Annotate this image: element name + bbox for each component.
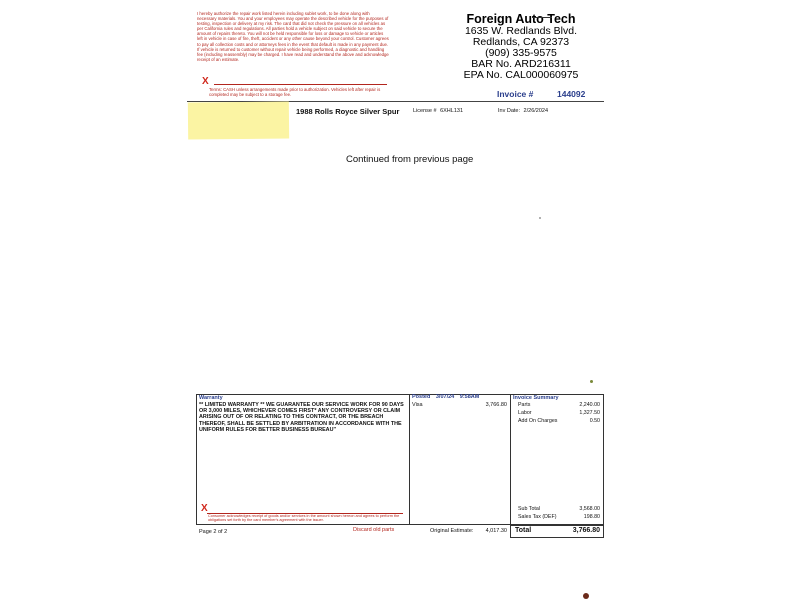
sales-tax-value: 198.80 [583, 514, 600, 520]
consent-text: Consumer acknowledges receipt of goods and/or services in the amount shown hereon and agrees to perform the obligations set forth by the card member's agreement with the issuer. [208, 514, 400, 523]
summary-parts-value: 2,240.00 [579, 402, 600, 408]
shop-address-line1: 1635 W. Redlands Blvd. [464, 25, 578, 37]
shop-header [436, 12, 606, 81]
sales-tax-label: Sales Tax (DEF) [518, 514, 557, 520]
posted-date: 3/07/24 [435, 394, 455, 400]
signature-x-mark: X [201, 503, 208, 514]
invoice-date-label: Inv Date: [498, 108, 521, 114]
warranty-text: ** LIMITED WARRANTY ** WE GUARANTEE OUR SERVICE WORK FOR 90 DAYS OR 3,000 MILES, WHICHEVER COMES FIRST* ANY CONTROVERSY OR CLAIM ARISING OUT OF OR RELATING TO THIS CONTRACT, OR THE BREACH THEREOF, SHALL BE SETTLED BY ARBITRATION IN ACCORDANCE WITH THE UNIFORM RULES FOR BETTER BUSINESS BUREAU" [199, 402, 404, 433]
signature-x-mark: X [202, 76, 209, 87]
discard-parts-note: Discard old parts [353, 527, 395, 533]
warranty-title: Warranty [199, 395, 223, 401]
terms-text: Terms: CASH unless arrangements made prior to authorization. Vehicles left after repair is completed may be subject to a storage fee. [209, 87, 381, 97]
scan-speck [539, 217, 541, 219]
invoice-number: 144092 [557, 89, 586, 99]
authorization-text: I hereby authorize the repair work listed herein including sublet work, to be done along with necessary materials. You and your employees may operate the described vehicle for the purposes of testing, inspection or delivery at my risk. The card that did not check the pressure on all vehicles as per California rules and regulations. All parties hold a vehicle subject on said vehicle to secure the amount of repairs thereto. You will not be held responsible for loss or damage to vehicle or articles left in vehicle in case of fire, theft, accident or any other cause beyond your control. Customer agrees to pay all collection costs and or attorneys fees in the event that default is made in any payment due. If vehicle is returned to customer without repair vehicle being performed, a diagnostic and handling fee (including reassembly) may be charged. I have read and understand the above and acknowledge receipt of an estimate. [197, 11, 389, 62]
total-value: 3,766.80 [572, 527, 600, 534]
license-info [413, 108, 463, 114]
posted-header [412, 394, 479, 400]
original-estimate-label: Original Estimate: [430, 528, 474, 534]
subtotal-value: 3,568.00 [579, 506, 600, 512]
scan-speck [583, 593, 589, 599]
summary-title: Invoice Summary [513, 395, 559, 401]
payment-amount: 3,766.80 [485, 402, 507, 408]
shop-name: Foreign Auto Tech [466, 12, 576, 26]
invoice-date: 2/26/2024 [523, 108, 549, 114]
license-number: 6XHL131 [440, 108, 464, 114]
column-divider [510, 394, 511, 538]
shop-phone: (909) 335-9575 [485, 47, 557, 59]
column-divider [409, 394, 410, 525]
strike-mark [532, 17, 552, 18]
posted-time: 9:58AM [459, 394, 480, 400]
summary-addon-label: Add On Charges [518, 418, 558, 424]
original-estimate-value: 4,017.30 [485, 528, 507, 534]
summary-parts-label: Parts [518, 402, 531, 408]
vehicle-description: 1988 Rolls Royce Silver Spur [296, 107, 400, 116]
shop-address-line2: Redlands, CA 92373 [472, 36, 570, 48]
total-label: Total [515, 527, 532, 534]
summary-addon-value: 0.50 [589, 418, 600, 424]
payment-method: Visa [412, 402, 423, 408]
continued-notice: Continued from previous page [346, 154, 474, 165]
shop-bar-number: BAR No. ARD216311 [471, 58, 571, 70]
page-number: Page 2 of 2 [199, 529, 228, 535]
invoice-label: Invoice # [497, 89, 534, 99]
summary-labor-value: 1,327.50 [579, 410, 600, 416]
scan-speck [590, 380, 593, 383]
summary-labor-label: Labor [518, 410, 532, 416]
invoice-date-info [498, 108, 548, 114]
subtotal-label: Sub Total [518, 506, 540, 512]
sticky-note [188, 101, 289, 139]
shop-epa-number: EPA No. CAL000060975 [463, 69, 579, 81]
signature-line [214, 84, 387, 85]
license-label: License # [413, 108, 437, 114]
posted-label: Posted [412, 394, 431, 400]
